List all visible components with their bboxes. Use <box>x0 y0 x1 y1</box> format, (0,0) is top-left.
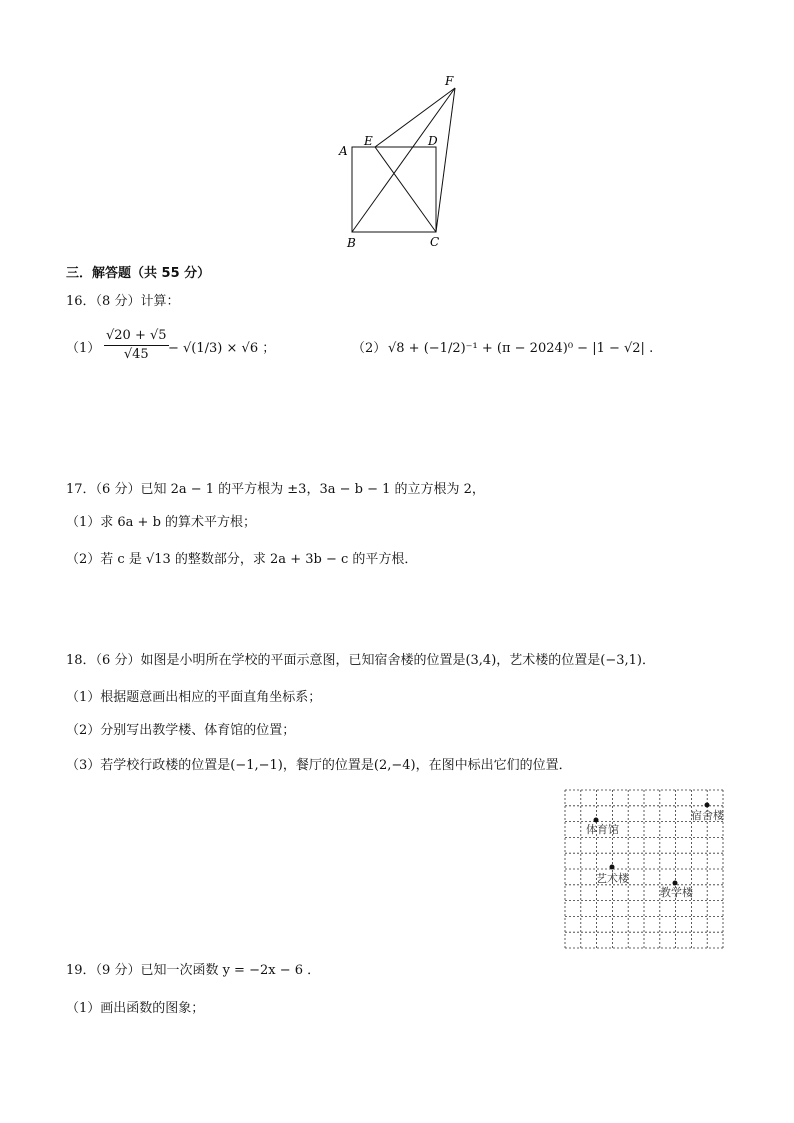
dorm-point <box>705 803 710 808</box>
school-map-grid <box>560 785 730 953</box>
q17-header: 17．（6 分）已知 2a − 1 的平方根为 ±3，3a − b − 1 的立方根为 2， <box>66 482 485 497</box>
q16-part2-expression: √8 + (−1/2)⁻¹ + (π − 2024)⁰ − |1 − √2| . <box>388 341 654 356</box>
q16-part1-fraction <box>104 327 169 364</box>
label-f: F <box>445 74 454 88</box>
gym-point <box>594 818 599 823</box>
q17-part2: （2）若 c 是 √13 的整数部分，求 2a + 3b − c 的平方根． <box>66 552 418 567</box>
label-d: D <box>428 134 438 148</box>
dorm-label: 宿舍楼 <box>691 809 724 822</box>
teach-label: 教学楼 <box>660 886 693 899</box>
label-b: B <box>347 236 356 250</box>
q16-part2-label: （2） <box>352 341 387 356</box>
q18-header: 18．（6 分）如图是小明所在学校的平面示意图，已知宿舍楼的位置是(3,4)，艺术楼的位置是(−3,1)． <box>66 653 655 668</box>
art-point <box>610 865 615 870</box>
q18-part2: （2）分别写出教学楼、体育馆的位置； <box>66 723 296 738</box>
segment-ec <box>375 147 436 232</box>
art-label: 艺术楼 <box>596 872 629 885</box>
teach-point <box>673 881 678 886</box>
label-a: A <box>339 144 348 158</box>
q16-part1-rest: − √(1/3) × √6 ； <box>168 341 276 356</box>
square-figure <box>330 70 470 255</box>
q18-part3: （3）若学校行政楼的位置是(−1,−1)，餐厅的位置是(2,−4)，在图中标出它们的位置． <box>66 758 572 773</box>
q19-header: 19．（9 分）已知一次函数 y = −2x − 6 ． <box>66 963 321 978</box>
label-e: E <box>364 134 373 148</box>
q16-header: 16．（8 分）计算： <box>66 294 180 309</box>
q16-part1-denominator: √45 <box>123 347 149 362</box>
segment-cf <box>436 88 455 232</box>
q19-part1: （1）画出函数的图象； <box>66 1001 205 1016</box>
segment-bf <box>352 88 455 232</box>
q16-part1-label: （1） <box>66 341 101 356</box>
section-title: 三．解答题（共 55 分） <box>66 266 211 281</box>
q17-part1: （1）求 6a + b 的算术平方根； <box>66 515 257 530</box>
square-abcd <box>352 147 436 232</box>
segment-ef <box>375 88 455 147</box>
q16-part1-numerator: √20 + √5 <box>104 327 169 346</box>
gym-label: 体育馆 <box>586 823 619 836</box>
q18-part1: （1）根据题意画出相应的平面直角坐标系； <box>66 690 322 705</box>
label-c: C <box>430 235 440 249</box>
